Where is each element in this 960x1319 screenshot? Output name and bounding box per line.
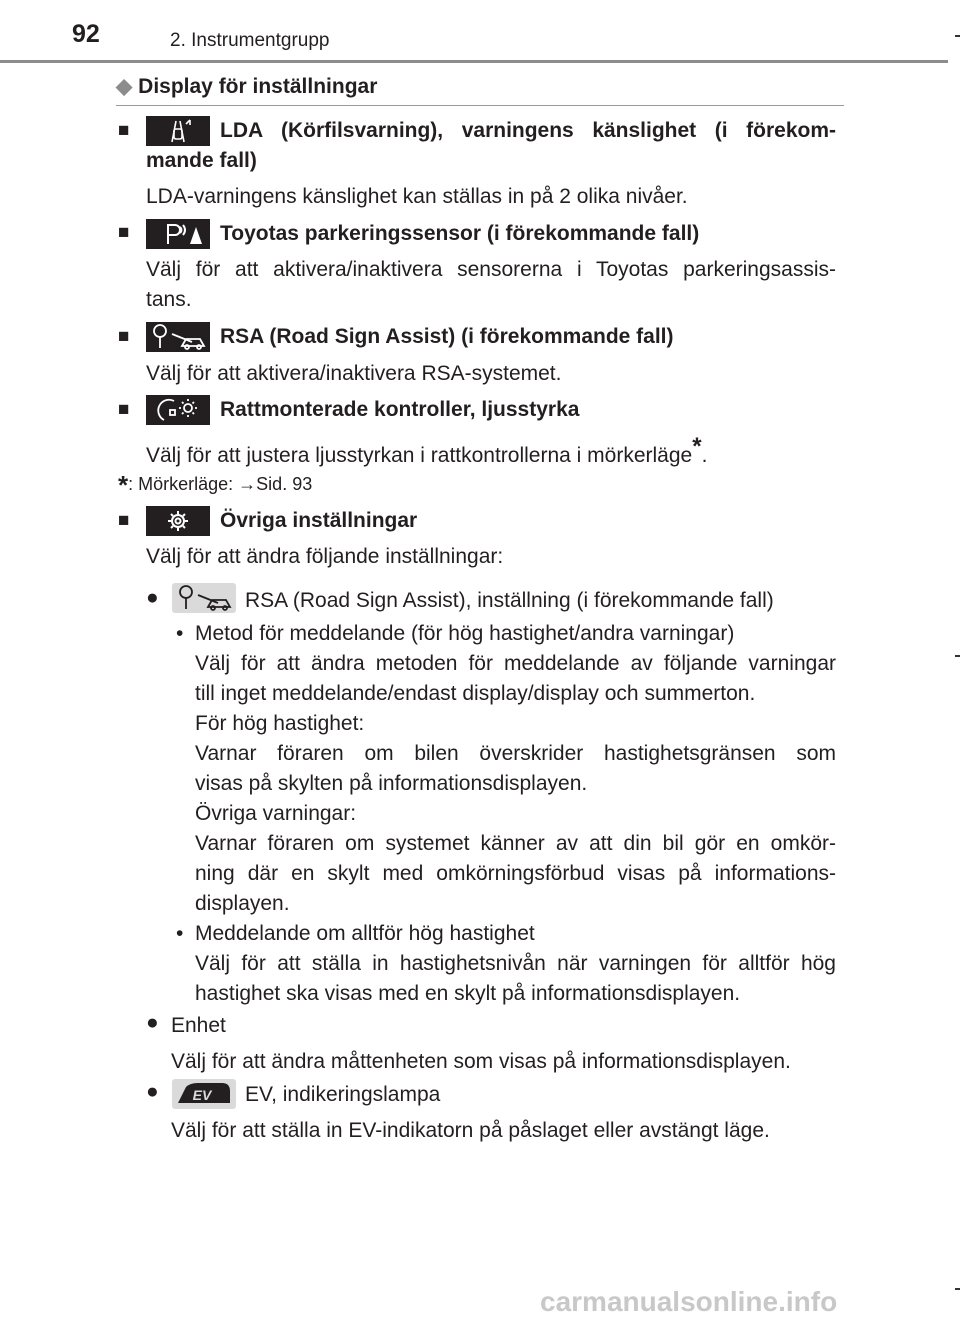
item-description: Välj för att ändra följande inställningar: <box>146 545 504 568</box>
bullet-line: Välj för att ändra metoden för meddelande av följande varningar <box>195 652 836 675</box>
bullet-line: Välj för att ställa in hastighetsnivån när varningen för alltför hög <box>195 952 836 975</box>
diamond-icon: ◆ <box>116 75 133 98</box>
page-number: 92 <box>72 20 100 48</box>
road-sign-assist-icon <box>172 583 236 613</box>
item-title: Toyotas parkeringssensor (i förekommande fall) <box>220 222 700 245</box>
arrow-icon: → <box>238 474 257 494</box>
item-description: Välj för att aktivera/inaktivera sensorerna i Toyotas parkeringsassis- <box>146 258 836 281</box>
bullet-line: hastighet ska visas med en skylt på informationsdisplayen. <box>195 982 741 1005</box>
road-sign-assist-icon <box>146 322 210 352</box>
bullet-line: visas på skylten på informationsdisplayen. <box>195 772 588 795</box>
item-title: LDA (Körfilsvarning), varningens känslighet (i förekom- <box>220 119 836 142</box>
footnote: *: Mörkerläge: →Sid. 93 <box>118 470 313 500</box>
square-bullet-icon: ■ <box>118 120 130 141</box>
sub-item-title: EV, indikeringslampa <box>245 1083 441 1106</box>
bullet-title: Metod för meddelande (för hög hastighet/andra varningar) <box>195 622 735 645</box>
bullet-line: displayen. <box>195 892 290 915</box>
item-title: Rattmonterade kontroller, ljusstyrka <box>220 398 580 421</box>
circle-bullet-icon: ● <box>146 586 159 609</box>
bullet-line: För hög hastighet: <box>195 712 365 735</box>
ev-icon-text: EV <box>192 1087 212 1103</box>
bullet-line: Varnar föraren om bilen överskrider hastighetsgränsen som <box>195 742 836 765</box>
header-divider <box>0 60 948 63</box>
square-bullet-icon: ■ <box>118 326 130 347</box>
item-description: Välj för att aktivera/inaktivera RSA-systemet. <box>146 362 562 385</box>
section-divider <box>116 105 844 106</box>
bullet-title: Meddelande om alltför hög hastighet <box>195 922 535 945</box>
item-title: mande fall) <box>146 149 257 172</box>
bullet-line: ning där en skylt med omkörningsförbud visas på informations- <box>195 862 836 885</box>
bullet-line: Övriga varningar: <box>195 802 357 825</box>
item-description: LDA-varningens känslighet kan ställas in på 2 olika nivåer. <box>146 185 688 208</box>
bullet-line: Varnar föraren om systemet känner av att din bil gör en omkör- <box>195 832 836 855</box>
sub-item-title: RSA (Road Sign Assist), inställning (i förekommande fall) <box>245 589 774 612</box>
crop-mark <box>955 35 960 37</box>
ev-indicator-icon <box>172 1079 236 1109</box>
item-description: tans. <box>146 288 192 311</box>
square-bullet-icon: ■ <box>118 222 130 243</box>
page-reference-link[interactable]: Sid. 93 <box>256 474 313 494</box>
item-title: RSA (Road Sign Assist) (i förekommande fall) <box>220 325 674 348</box>
item-description: Välj för att justera ljusstyrkan i rattkontrollerna i mörkerläge*. <box>146 433 708 467</box>
bullet-marker: • <box>176 622 184 645</box>
parking-sensor-icon <box>146 219 210 249</box>
circle-bullet-icon: ● <box>146 1080 159 1103</box>
sub-item-description: Välj för att ställa in EV-indikatorn på påslaget eller avstängt läge. <box>171 1119 770 1142</box>
steering-illumination-icon <box>146 395 210 425</box>
crop-mark <box>955 655 960 657</box>
square-bullet-icon: ■ <box>118 510 130 531</box>
bullet-marker: • <box>176 922 184 945</box>
sub-item-title: Enhet <box>171 1014 226 1037</box>
sub-item-description: Välj för att ändra måttenheten som visas på informationsdisplayen. <box>171 1050 791 1073</box>
gear-icon <box>146 506 210 536</box>
chapter-title: 2. Instrumentgrupp <box>170 30 330 51</box>
circle-bullet-icon: ● <box>146 1011 159 1034</box>
watermark: carmanualsonline.info <box>540 1286 838 1317</box>
lane-departure-icon <box>146 116 210 146</box>
crop-mark <box>955 1288 960 1290</box>
bullet-line: till inget meddelande/endast display/display och summerton. <box>195 682 756 705</box>
section-title: ◆ Display för inställningar <box>116 75 378 98</box>
item-title: Övriga inställningar <box>220 509 418 532</box>
square-bullet-icon: ■ <box>118 399 130 420</box>
